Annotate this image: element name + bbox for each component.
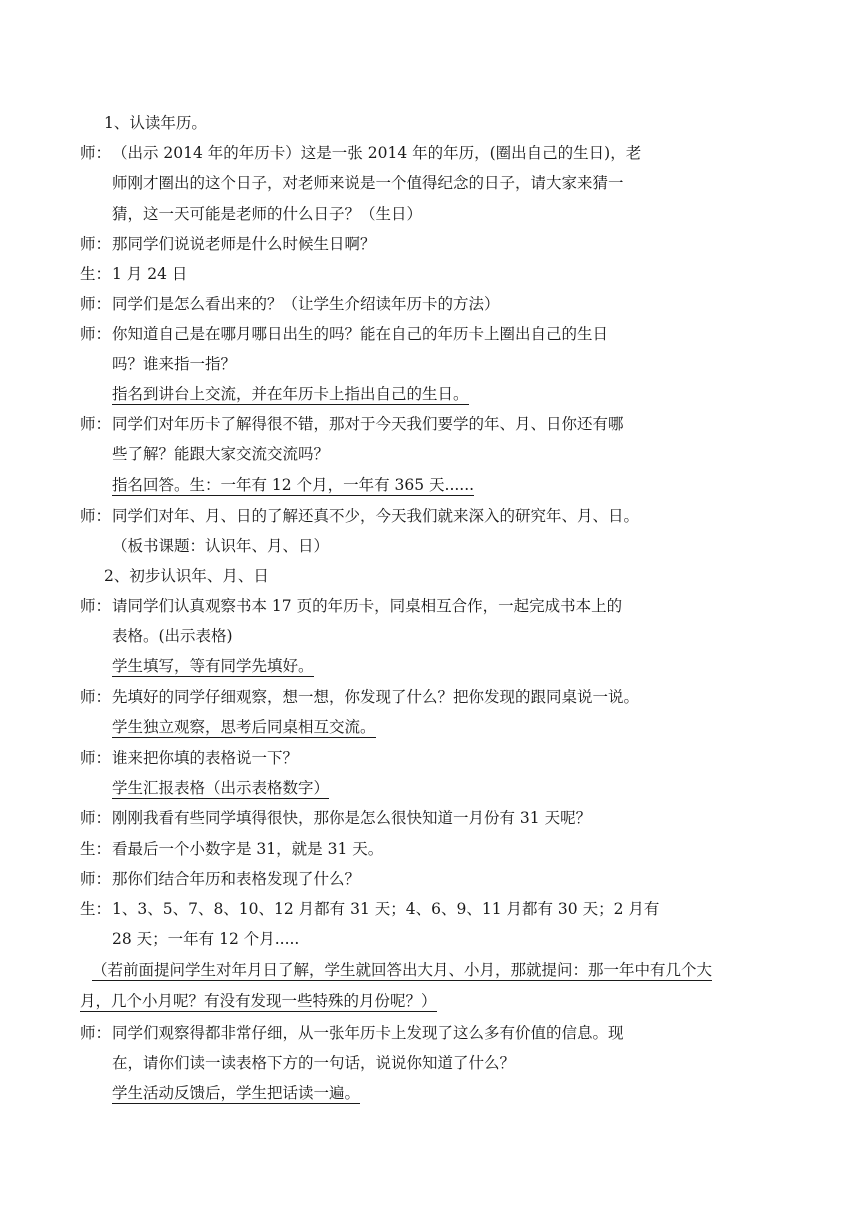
activity-note xyxy=(112,384,469,404)
continuation-text: 28 天；一年有 12 个月..... xyxy=(112,930,300,948)
line-text: 你知道自己是在哪月哪日出生的吗？能在自己的年历卡上圈出自己的生日 xyxy=(112,325,609,343)
activity-note-text: 学生填写，等有同学先填好。 xyxy=(112,657,314,675)
speaker-label: 师： xyxy=(80,235,112,253)
line-text: 刚刚我看有些同学填得很快，那你是怎么很快知道一月份有 31 天呢？ xyxy=(112,809,592,827)
line-text: 1 月 24 日 xyxy=(112,265,188,283)
activity-note xyxy=(112,778,329,798)
section-heading: 1、认读年历。 xyxy=(104,114,207,132)
teacher-note-text: 月，几个小月呢？有没有发现一些特殊的月份呢？） xyxy=(80,992,437,1010)
speaker-label: 师： xyxy=(80,870,112,888)
line-text: 1、3、5、7、8、10、12 月都有 31 天；4、6、9、11 月都有 30 天；2 月有 xyxy=(112,900,660,918)
speaker-label: 师： xyxy=(80,415,112,433)
line-text: 那你们结合年历和表格发现了什么？ xyxy=(112,870,361,888)
activity-note xyxy=(112,656,314,676)
line-text: 同学们对年、月、日的了解还真不少，今天我们就来深入的研究年、月、日。 xyxy=(112,507,640,525)
speaker-label: 师： xyxy=(80,144,112,162)
speaker-label: 师： xyxy=(80,688,112,706)
teacher-note-line xyxy=(80,991,437,1011)
speaker-label: 师： xyxy=(80,1024,112,1042)
line-text: 同学们观察得都非常仔细，从一张年历卡上发现了这么多有价值的信息。现 xyxy=(112,1024,624,1042)
activity-note xyxy=(112,1083,360,1103)
line-text: 请同学们认真观察书本 17 页的年历卡，同桌相互合作，一起完成书本上的 xyxy=(112,597,623,615)
line-text: 谁来把你填的表格说一下？ xyxy=(112,749,299,767)
activity-note-text: 学生活动反馈后，学生把话读一遍。 xyxy=(112,1084,361,1102)
speaker-label: 师： xyxy=(80,749,112,767)
activity-note xyxy=(112,475,474,495)
speaker-label: 生： xyxy=(80,840,112,858)
continuation-text: 吗？谁来指一指？ xyxy=(112,355,237,373)
continuation-text: 猜，这一天可能是老师的什么日子？（生日） xyxy=(112,205,423,223)
line-text: 先填好的同学仔细观察，想一想，你发现了什么？把你发现的跟同桌说一说。 xyxy=(112,688,640,706)
speaker-label: 师： xyxy=(80,325,112,343)
line-text: 同学们是怎么看出来的？（让学生介绍读年历卡的方法） xyxy=(112,295,500,313)
speaker-label: 师： xyxy=(80,295,112,313)
speaker-label: 师： xyxy=(80,507,112,525)
continuation-text: 些了解？能跟大家交流交流吗？ xyxy=(112,445,330,463)
activity-note-text: 学生独立观察，思考后同桌相互交流。 xyxy=(112,718,376,736)
continuation-text: 在，请你们读一读表格下方的一句话，说说你知道了什么？ xyxy=(112,1054,516,1072)
speaker-label: 生： xyxy=(80,900,112,918)
continuation-text: （板书课题：认识年、月、日） xyxy=(112,537,330,555)
speaker-label: 师： xyxy=(80,597,112,615)
activity-note-text: 指名回答。生：一年有 12 个月，一年有 365 天...... xyxy=(112,476,475,494)
activity-note xyxy=(112,717,376,737)
line-text: 那同学们说说老师是什么时候生日啊？ xyxy=(112,235,376,253)
line-text: （出示 2014 年的年历卡）这是一张 2014 年的年历，(圈出自己的生日)，老 xyxy=(112,144,642,162)
continuation-text: 表格。(出示表格) xyxy=(112,627,233,645)
continuation-text: 师刚才圈出的这个日子，对老师来说是一个值得纪念的日子，请大家来猜一 xyxy=(112,174,624,192)
speaker-label: 生： xyxy=(80,265,112,283)
line-text: 同学们对年历卡了解得很不错，那对于今天我们要学的年、月、日你还有哪 xyxy=(112,415,624,433)
activity-note-text: 学生汇报表格（出示表格数字） xyxy=(112,779,330,797)
speaker-label: 师： xyxy=(80,809,112,827)
teacher-note-line xyxy=(92,960,712,980)
line-text: 看最后一个小数字是 31，就是 31 天。 xyxy=(112,840,384,858)
teacher-note-text: （若前面提问学生对年月日了解，学生就回答出大月、小月，那就提问：那一年中有几个大 xyxy=(92,961,713,979)
section-heading: 2、初步认识年、月、日 xyxy=(104,567,269,585)
activity-note-text: 指名到讲台上交流，并在年历卡上指出自己的生日。 xyxy=(112,385,469,403)
